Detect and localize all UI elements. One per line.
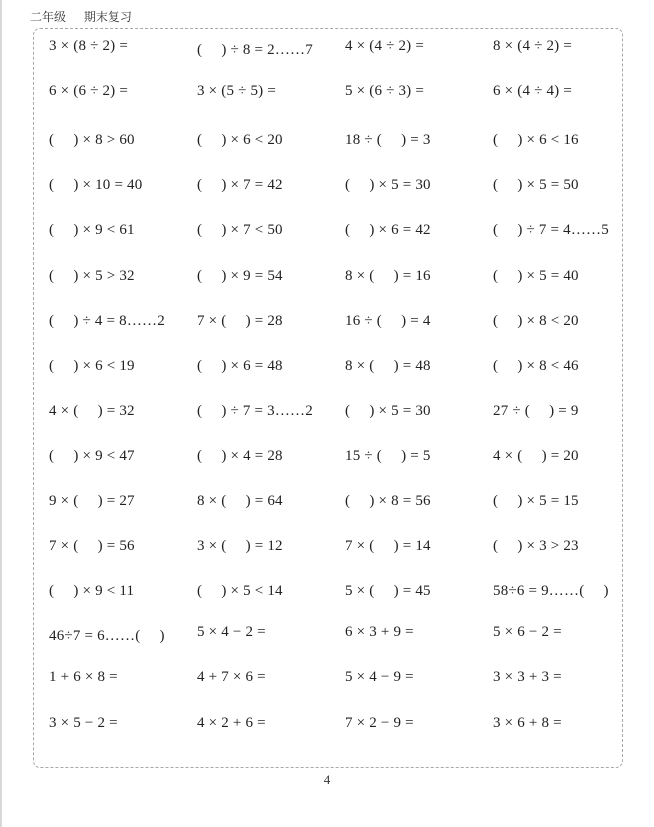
problem-item: ( ) × 6 < 16 [493,132,579,149]
problem-item: ( ) × 9 = 54 [197,267,283,284]
problem-item: 5 × (6 ÷ 3) = [345,83,424,100]
problem-row [34,309,622,333]
problem-row [34,624,622,648]
problem-item: ( ) × 7 < 50 [197,222,283,239]
problem-item: 1 + 6 × 8 = [49,669,118,686]
problem-item: ( ) ÷ 7 = 3……2 [197,402,313,419]
problem-item: 5 × 4 − 2 = [197,624,266,641]
problem-item: ( ) × 10 = 40 [49,177,143,194]
grade-label: 二年级 [30,10,67,24]
problem-item: 46÷7 = 6……( ) [49,628,165,645]
problem-row [34,579,622,603]
problem-item: 3 × 6 + 8 = [493,714,562,731]
problem-item: 3 × 3 + 3 = [493,669,562,686]
problem-item: ( ) ÷ 4 = 8……2 [49,312,165,329]
problem-item: ( ) ÷ 7 = 4……5 [493,222,609,239]
problem-row [34,715,622,739]
problem-item: 5 × ( ) = 45 [345,583,431,600]
problem-item: 4 × (4 ÷ 2) = [345,38,424,54]
problem-row [34,444,622,468]
problem-item: 16 ÷ ( ) = 4 [345,312,431,329]
problem-item: 27 ÷ ( ) = 9 [493,402,579,419]
problem-item: 7 × ( ) = 56 [49,538,135,555]
problem-item: 3 × ( ) = 12 [197,538,283,555]
problem-item: 7 × 2 − 9 = [345,714,414,731]
problem-item: ( ) × 6 = 48 [197,357,283,374]
problem-item: 6 × (4 ÷ 4) = [493,83,572,100]
problem-row [34,38,622,62]
problem-row [34,128,622,152]
problem-row [34,264,622,288]
problem-row [34,534,622,558]
problem-item: ( ) × 5 < 14 [197,583,283,600]
problem-item: ( ) × 8 < 20 [493,312,579,329]
subject-label: 期末复习 [83,10,132,24]
problem-item: ( ) × 6 = 42 [345,222,431,239]
problem-row [34,489,622,513]
problem-item: 3 × (5 ÷ 5) = [197,83,276,100]
problem-item: 8 × ( ) = 16 [345,267,431,284]
problem-item: ( ) × 9 < 47 [49,447,135,464]
problem-item: 7 × ( ) = 14 [345,538,431,555]
problem-row [34,218,622,242]
problem-frame [33,28,623,768]
problem-item: 8 × ( ) = 48 [345,357,431,374]
problem-item: ( ) × 8 > 60 [49,132,135,149]
problem-item: 4 × ( ) = 20 [493,447,579,464]
problem-item: ( ) × 6 < 20 [197,132,283,149]
problem-item: 4 × 2 + 6 = [197,714,266,731]
problem-item: ( ) × 5 = 15 [493,493,579,509]
problem-item: ( ) × 6 < 19 [49,357,135,374]
problem-item: ( ) × 3 > 23 [493,538,579,555]
problem-item: 6 × 3 + 9 = [345,624,414,641]
problem-item: 5 × 4 − 9 = [345,669,414,686]
problem-item: ( ) × 9 < 11 [49,583,135,600]
problem-item: 5 × 6 − 2 = [493,624,562,641]
problem-item: ( ) × 5 = 40 [493,267,579,284]
page-header [30,8,146,25]
problem-item: 18 ÷ ( ) = 3 [345,132,431,149]
problem-item: 58÷6 = 9……( ) [493,583,609,600]
problem-item: 8 × (4 ÷ 2) = [493,38,572,54]
problem-row [34,173,622,197]
problem-row [34,354,622,378]
problem-item: ( ) × 5 = 30 [345,177,431,194]
problem-item: 9 × ( ) = 27 [49,493,135,509]
problem-row [34,669,622,693]
problem-row [34,399,622,423]
problem-item: 15 ÷ ( ) = 5 [345,447,431,464]
problem-item: 7 × ( ) = 28 [197,312,283,329]
page-number: 4 [323,772,331,787]
problem-item: 3 × 5 − 2 = [49,714,118,731]
problem-item: ( ) × 9 < 61 [49,222,135,239]
problem-item: ( ) × 4 = 28 [197,447,283,464]
problem-item: 8 × ( ) = 64 [197,493,283,509]
problem-item: ( ) × 8 = 56 [345,493,431,509]
problem-item: 4 × ( ) = 32 [49,402,135,419]
problem-item: ( ) × 8 < 46 [493,357,579,374]
problem-row [34,83,622,107]
problem-item: 4 + 7 × 6 = [197,669,266,686]
problem-item: ( ) ÷ 8 = 2……7 [197,42,313,58]
problem-item: ( ) × 5 > 32 [49,267,135,284]
problem-item: ( ) × 7 = 42 [197,177,283,194]
problem-item: 6 × (6 ÷ 2) = [49,83,128,100]
problem-item: ( ) × 5 = 50 [493,177,579,194]
problem-item: 3 × (8 ÷ 2) = [49,38,128,54]
problem-item: ( ) × 5 = 30 [345,402,431,419]
page-edge [0,0,2,827]
